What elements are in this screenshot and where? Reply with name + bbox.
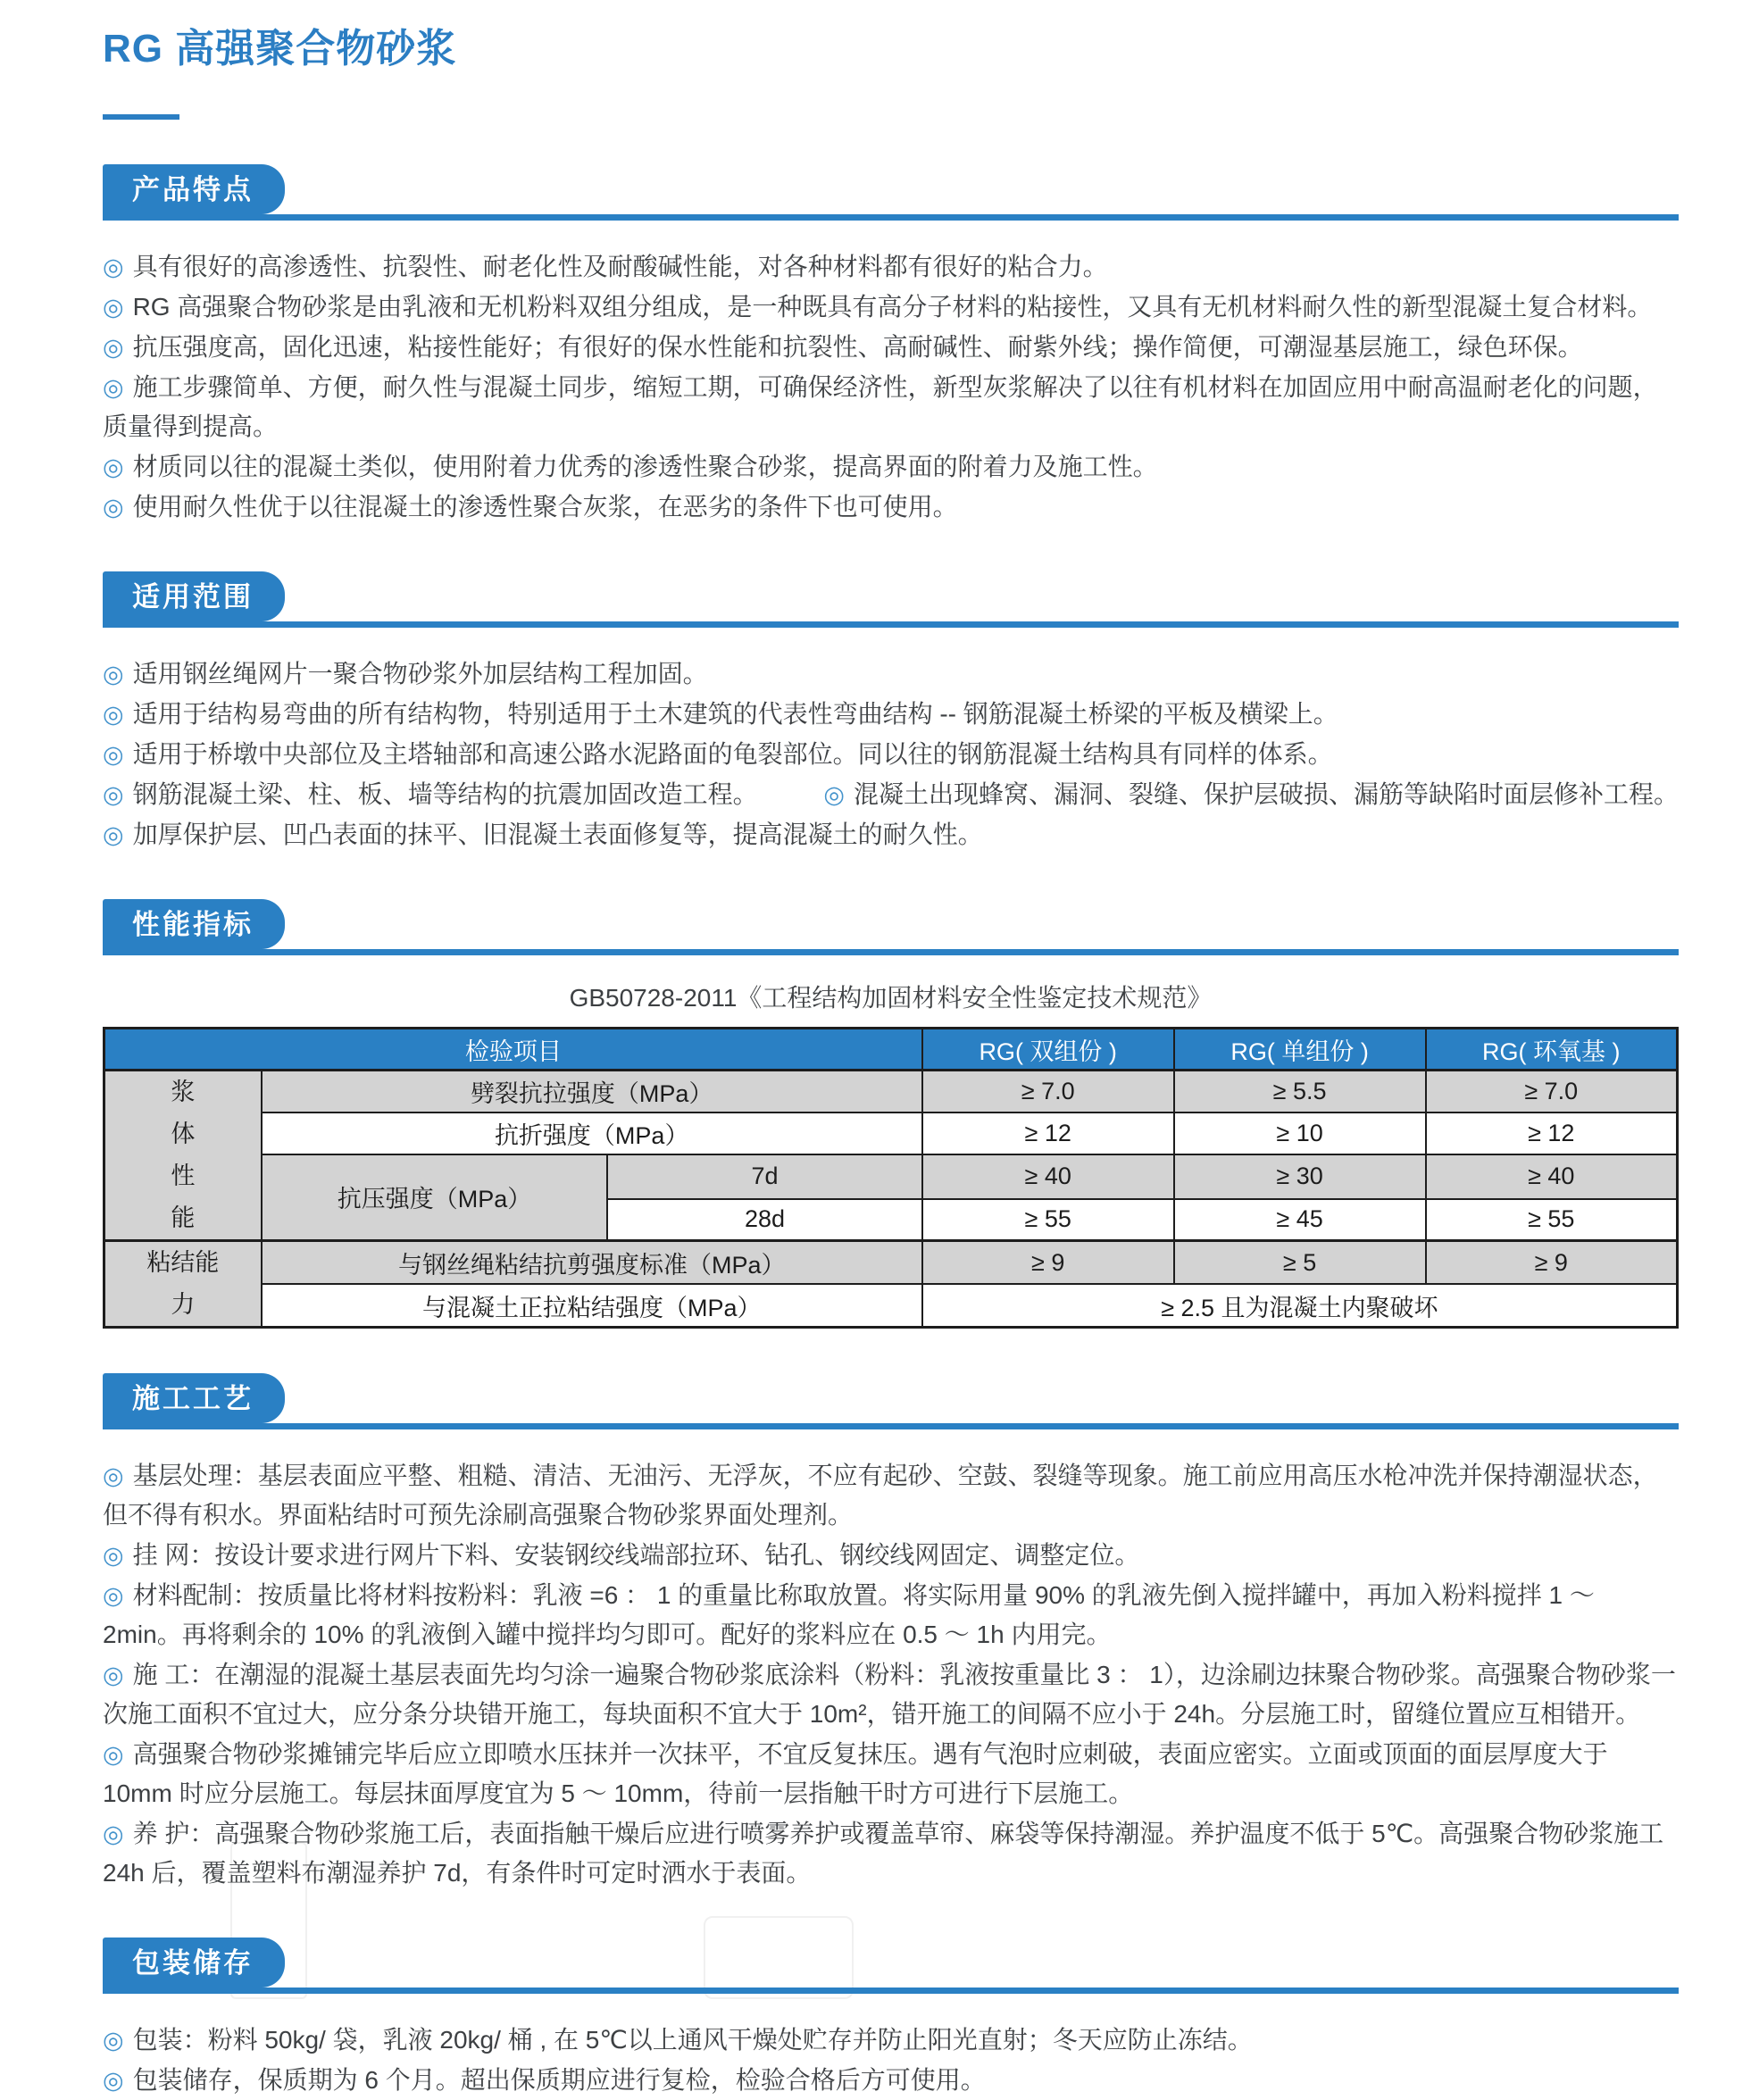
bullet-marker-icon: ◎ xyxy=(103,1662,124,1688)
process-text: 养 护：高强聚合物砂浆施工后，表面指触干燥后应进行喷雾养护或覆盖草帘、麻袋等保持潮湿。养护温度不低于 5℃。高强聚合物砂浆施工 24h 后，覆盖塑料布潮湿养护 7d，有条件时可定时洒水于表面。 xyxy=(103,1820,1664,1887)
cell-value: ≥ 7.0 xyxy=(922,1071,1174,1112)
feature-text: 具有很好的高渗透性、抗裂性、耐老化性及耐酸碱性能，对各种材料都有很好的粘合力。 xyxy=(132,253,1108,280)
process-item xyxy=(103,1655,1679,1734)
bullet-marker-icon: ◎ xyxy=(103,1542,124,1569)
bullet-marker-icon: ◎ xyxy=(103,781,124,808)
table-header-rg-single: RG( 单组份 ) xyxy=(1174,1029,1426,1071)
scope-text: 加厚保护层、凹凸表面的抹平、旧混凝土表面修复等，提高混凝土的耐久性。 xyxy=(132,821,983,848)
section-head-performance xyxy=(103,899,1679,955)
cell-value: ≥ 7.0 xyxy=(1426,1071,1678,1112)
cell-value: ≥ 5 xyxy=(1174,1241,1426,1285)
bullet-marker-icon: ◎ xyxy=(103,821,124,848)
section-head-process xyxy=(103,1373,1679,1429)
table-row-flexural xyxy=(104,1112,1678,1154)
cell-value: ≥ 10 xyxy=(1174,1112,1426,1154)
table-header-item: 检验项目 xyxy=(104,1029,922,1071)
table-row-split-tensile xyxy=(104,1071,1678,1112)
scope-text: 适用钢丝绳网片一聚合物砂浆外加层结构工程加固。 xyxy=(132,660,708,688)
feature-text: 抗压强度高，固化迅速，粘接性能好；有很好的保水性能和抗裂性、高耐碱性、耐紫外线；操作简便，可潮湿基层施工，绿色环保。 xyxy=(132,333,1583,361)
feature-text: RG 高强聚合物砂浆是由乳液和无机粉料双组分组成，是一种既具有高分子材料的粘接性，又具有无机材料耐久性的新型混凝土复合材料。 xyxy=(132,293,1653,321)
row-label: 与混凝土正拉粘结强度（MPa） xyxy=(262,1284,922,1328)
cell-value: ≥ 5.5 xyxy=(1174,1071,1426,1112)
group-cell-slurry: 浆体性能 xyxy=(104,1071,262,1241)
cell-value: ≥ 55 xyxy=(1426,1199,1678,1241)
feature-item xyxy=(103,328,1679,367)
page-title: RG 高强聚合物砂浆 xyxy=(103,27,457,71)
bullet-marker-icon: ◎ xyxy=(103,454,124,480)
process-item xyxy=(103,1456,1679,1535)
scope-text: 钢筋混凝土梁、柱、板、墙等结构的抗震加固改造工程。 xyxy=(132,780,758,808)
section-body-process xyxy=(103,1429,1679,1893)
table-row-compressive-7d xyxy=(104,1154,1678,1199)
bullet-marker-icon: ◎ xyxy=(103,2027,124,2054)
row-label: 劈裂抗拉强度（MPa） xyxy=(262,1071,922,1112)
scope-item xyxy=(103,735,1679,774)
cell-value: ≥ 40 xyxy=(1426,1154,1678,1199)
cell-value: ≥ 45 xyxy=(1174,1199,1426,1241)
scope-item xyxy=(103,815,1679,854)
process-item xyxy=(103,1814,1679,1893)
section-body-features xyxy=(103,221,1679,527)
table-header-rg-epoxy: RG( 环氧基 ) xyxy=(1426,1029,1678,1071)
section-head-packaging xyxy=(103,1938,1679,1994)
section-badge-scope: 适用范围 xyxy=(103,571,285,621)
performance-table-caption: GB50728-2011《工程结构加固材料安全性鉴定技术规范》 xyxy=(569,984,1213,1012)
bullet-marker-icon: ◎ xyxy=(103,1582,124,1609)
cell-value: ≥ 30 xyxy=(1174,1154,1426,1199)
process-item xyxy=(103,1536,1679,1575)
section-packaging xyxy=(103,1938,1679,2100)
section-scope xyxy=(103,571,1679,854)
cell-value: ≥ 9 xyxy=(922,1241,1174,1285)
feature-item xyxy=(103,247,1679,287)
group-cell-bond: 粘结能力 xyxy=(104,1241,262,1328)
title-underline xyxy=(103,114,179,120)
scope-text: 适用于结构易弯曲的所有结构物，特别适用于土木建筑的代表性弯曲结构 -- 钢筋混凝土桥梁的平板及横梁上。 xyxy=(132,700,1338,728)
process-text: 挂 网：按设计要求进行网片下料、安装钢绞线端部拉环、钻孔、钢绞线网固定、调整定位。 xyxy=(132,1541,1140,1569)
cell-value-merged: ≥ 2.5 且为混凝土内聚破坏 xyxy=(922,1284,1678,1328)
bullet-marker-icon: ◎ xyxy=(103,1741,124,1768)
bullet-marker-icon: ◎ xyxy=(103,1462,124,1489)
bullet-marker-icon: ◎ xyxy=(823,781,845,808)
bullet-marker-icon: ◎ xyxy=(103,494,124,521)
bullet-marker-icon: ◎ xyxy=(103,374,124,401)
packaging-text: 包装：粉料 50kg/ 袋，乳液 20kg/ 桶 , 在 5℃以上通风干燥处贮存并防止阳光直射；冬天应防止冻结。 xyxy=(132,2026,1253,2054)
process-text: 高强聚合物砂浆摊铺完毕后应立即喷水压抹并一次抹平，不宜反复抹压。遇有气泡时应刺破，表面应密实。立面或顶面的面层厚度大于 10mm 时应分层施工。每层抹面厚度宜为 5 ～ 10mm，待前一层指触干时方可进行下层施工。 xyxy=(103,1740,1608,1807)
sub-label-28d: 28d xyxy=(607,1199,921,1241)
cell-value: ≥ 40 xyxy=(922,1154,1174,1199)
section-performance xyxy=(103,899,1679,1329)
section-body-packaging xyxy=(103,1994,1679,2100)
process-item xyxy=(103,1576,1679,1654)
feature-item xyxy=(103,368,1679,446)
scope-item-pair xyxy=(103,775,1679,814)
section-head-features xyxy=(103,164,1679,221)
packaging-item xyxy=(103,2021,1679,2060)
bullet-marker-icon: ◎ xyxy=(103,741,124,768)
section-badge-performance: 性能指标 xyxy=(103,899,285,949)
feature-item xyxy=(103,488,1679,527)
page xyxy=(0,16,1759,2100)
bullet-marker-icon: ◎ xyxy=(103,661,124,688)
performance-table xyxy=(103,1027,1679,1329)
process-text: 施 工：在潮湿的混凝土基层表面先均匀涂一遍聚合物砂浆底涂料（粉料：乳液按重量比 3 ： 1），边涂刷边抹聚合物砂浆。高强聚合物砂浆一次施工面积不宜过大，应分条分块错开施工，每块面积不宜大于 10m²，错开施工的间隔不应小于 24h。分层施工时，留缝位置应互相错开。 xyxy=(103,1661,1676,1728)
bullet-marker-icon: ◎ xyxy=(103,334,124,361)
section-head-scope xyxy=(103,571,1679,628)
feature-item xyxy=(103,447,1679,487)
feature-text: 使用耐久性优于以往混凝土的渗透性聚合灰浆，在恶劣的条件下也可使用。 xyxy=(132,493,958,521)
process-text: 基层处理：基层表面应平整、粗糙、清洁、无油污、无浮灰，不应有起砂、空鼓、裂缝等现象。施工前应用高压水枪冲洗并保持潮湿状态，但不得有积水。界面粘结时可预先涂刷高强聚合物砂浆界面处理剂。 xyxy=(103,1462,1658,1529)
bullet-marker-icon: ◎ xyxy=(103,701,124,728)
section-features xyxy=(103,164,1679,527)
bullet-marker-icon: ◎ xyxy=(103,1821,124,1847)
sub-label-7d: 7d xyxy=(607,1154,921,1199)
section-process xyxy=(103,1373,1679,1893)
scope-text: 混凝土出现蜂窝、漏洞、裂缝、保护层破损、漏筋等缺陷时面层修补工程。 xyxy=(853,780,1679,808)
row-label: 抗折强度（MPa） xyxy=(262,1112,922,1154)
process-item xyxy=(103,1735,1679,1813)
section-body-scope xyxy=(103,628,1679,854)
feature-text: 施工步骤简单、方便，耐久性与混凝土同步，缩短工期，可确保经济性，新型灰浆解决了以往有机材料在加固应用中耐高温耐老化的问题，质量得到提高。 xyxy=(103,373,1658,440)
table-header-row xyxy=(104,1029,1678,1071)
section-badge-process: 施工工艺 xyxy=(103,1373,285,1423)
row-label: 与钢丝绳粘结抗剪强度标准（MPa） xyxy=(262,1241,922,1285)
scope-item xyxy=(103,695,1679,734)
cell-value: ≥ 55 xyxy=(922,1199,1174,1241)
scope-text: 适用于桥墩中央部位及主塔轴部和高速公路水泥路面的龟裂部位。同以往的钢筋混凝土结构具有同样的体系。 xyxy=(132,740,1333,768)
section-badge-packaging: 包装储存 xyxy=(103,1938,285,1988)
scope-item xyxy=(103,654,1679,694)
bullet-marker-icon: ◎ xyxy=(103,294,124,321)
cell-value: ≥ 9 xyxy=(1426,1241,1678,1285)
feature-text: 材质同以往的混凝土类似，使用附着力优秀的渗透性聚合砂浆，提高界面的附着力及施工性。 xyxy=(132,453,1158,480)
bullet-marker-icon: ◎ xyxy=(103,254,124,280)
bullet-marker-icon: ◎ xyxy=(103,2067,124,2094)
table-row-shear-wire xyxy=(104,1241,1678,1285)
packaging-item xyxy=(103,2061,1679,2100)
table-row-tensile-bond xyxy=(104,1284,1678,1328)
packaging-text: 包装储存，保质期为 6 个月。超出保质期应进行复检，检验合格后方可使用。 xyxy=(132,2066,986,2094)
section-badge-features: 产品特点 xyxy=(103,164,285,214)
table-header-rg-double: RG( 双组份 ) xyxy=(922,1029,1174,1071)
row-label-compressive: 抗压强度（MPa） xyxy=(262,1154,608,1241)
feature-item xyxy=(103,288,1679,327)
cell-value: ≥ 12 xyxy=(922,1112,1174,1154)
process-text: 材料配制：按质量比将材料按粉料：乳液 =6 ： 1 的重量比称取放置。将实际用量 90% 的乳液先倒入搅拌罐中，再加入粉料搅拌 1 ～ 2min。再将剩余的 10% 的乳液倒入罐中搅拌均匀即可。配好的浆料应在 0.5 ～ 1h 内用完。 xyxy=(103,1581,1595,1648)
cell-value: ≥ 12 xyxy=(1426,1112,1678,1154)
